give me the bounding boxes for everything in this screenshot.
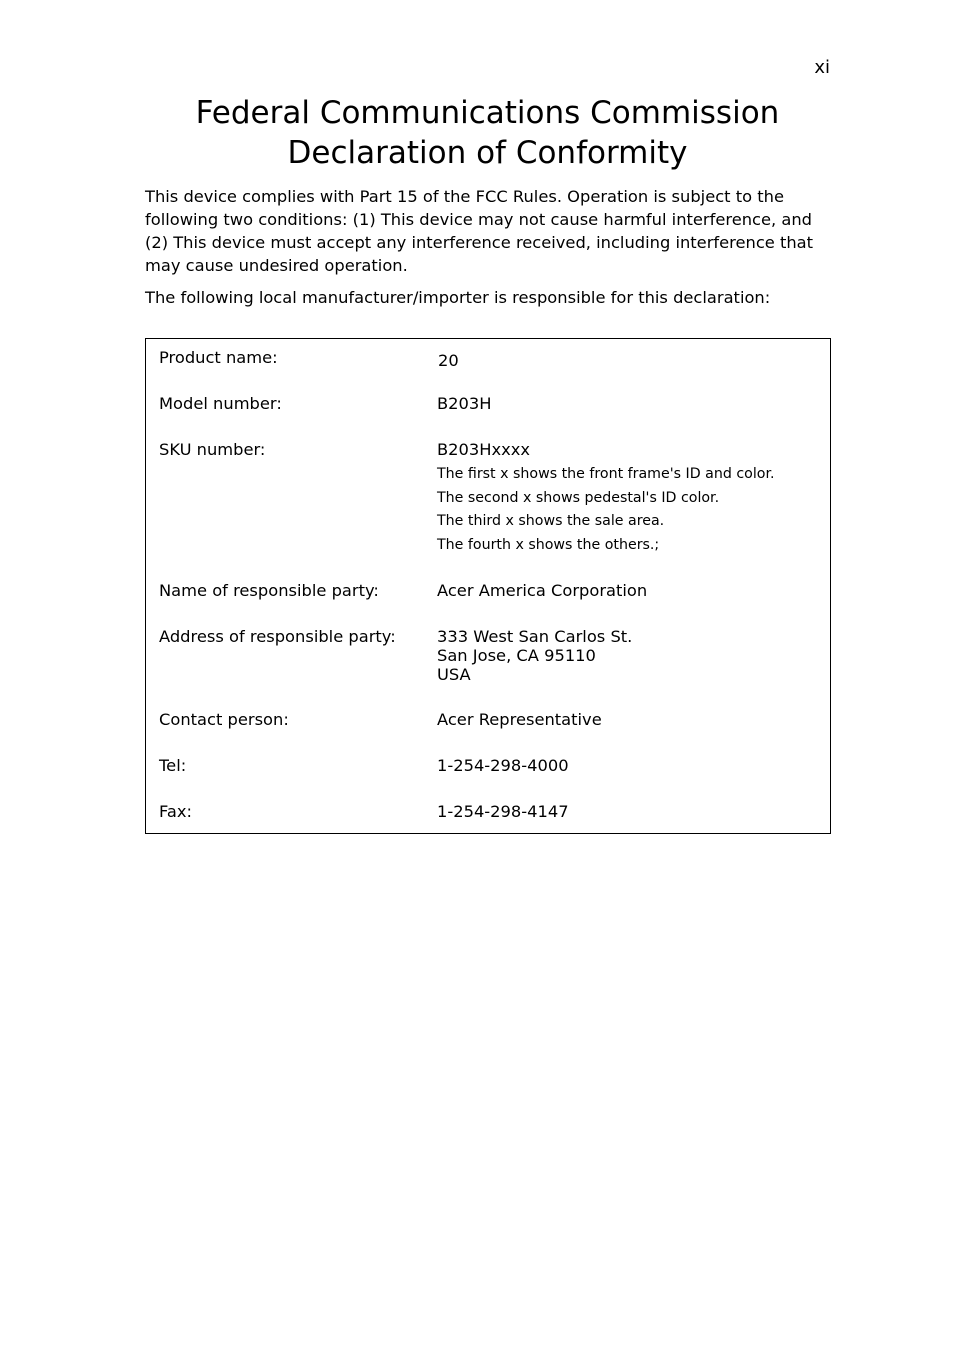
address-line: 333 West San Carlos St. [437, 627, 633, 646]
product-name-value: 20 [438, 351, 459, 370]
sku-note: The first x shows the front frame's ID and color. [437, 466, 775, 482]
fax-label: Fax: [159, 802, 192, 821]
page-title [145, 93, 830, 173]
address-line: USA [437, 665, 471, 684]
contact-label: Contact person: [159, 710, 289, 729]
sku-note: The third x shows the sale area. [437, 513, 665, 529]
address-value [437, 627, 632, 684]
contact-value: Acer Representative [437, 710, 602, 729]
sku-number-label: SKU number: [159, 440, 266, 459]
sku-note: The fourth x shows the others.; [437, 536, 660, 553]
sku-notes [437, 463, 775, 557]
responsible-party-value: Acer America Corporation [437, 581, 648, 600]
title-line-2: Declaration of Conformity [287, 135, 688, 171]
fax-value: 1-254-298-4147 [437, 802, 569, 821]
product-name-label: Product name: [159, 348, 278, 367]
title-line-1: Federal Communications Commission [195, 95, 780, 131]
responsible-party-label: Name of responsible party: [159, 581, 379, 600]
address-line: San Jose, CA 95110 [437, 646, 596, 665]
compliance-paragraph: This device complies with Part 15 of the FCC Rules. Operation is subject to the following two conditions: (1) This device may not cause harmful interference, and (2) This device must accept any interference received, including interference that may cause undesired operation. [145, 187, 814, 275]
tel-label: Tel: [159, 756, 187, 775]
tel-value: 1-254-298-4000 [437, 756, 569, 775]
declaration-info-box [145, 338, 831, 834]
address-label: Address of responsible party: [159, 627, 396, 646]
page-number: xi [814, 57, 830, 78]
model-number-label: Model number: [159, 394, 282, 413]
sku-number-value: B203Hxxxx [437, 440, 531, 459]
sku-note: The second x shows pedestal's ID color. [437, 489, 720, 506]
responsible-paragraph: The following local manufacturer/importer is responsible for this declaration: [145, 288, 771, 307]
model-number-value: B203H [437, 394, 492, 413]
